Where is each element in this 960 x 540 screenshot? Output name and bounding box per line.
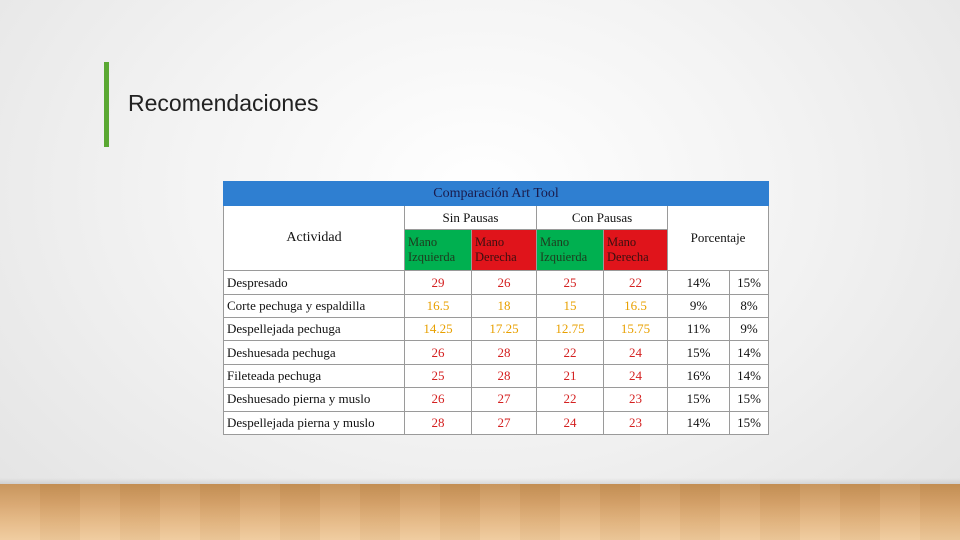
- sin-pausas-left-cell: 14.25: [405, 318, 472, 341]
- sin-pausas-left-cell: 26: [405, 341, 472, 364]
- sin-pausas-right-cell: 17.25: [472, 318, 537, 341]
- sin-pausas-right-cell: 18: [472, 294, 537, 317]
- sp-left-hand-header: Mano Izquierda: [405, 229, 472, 271]
- comparison-table: [223, 181, 769, 435]
- activity-cell: Corte pechuga y espaldilla: [224, 294, 405, 317]
- table-row: [224, 341, 769, 364]
- table-row: [224, 271, 769, 294]
- percentage-right-cell: 15%: [730, 411, 769, 434]
- con-pausas-right-cell: 22: [604, 271, 668, 294]
- title-accent-bar: [104, 62, 109, 147]
- sin-pausas-right-cell: 28: [472, 341, 537, 364]
- sin-pausas-left-cell: 26: [405, 388, 472, 411]
- percentage-right-cell: 14%: [730, 364, 769, 387]
- activity-cell: Despellejada pierna y muslo: [224, 411, 405, 434]
- con-pausas-right-cell: 15.75: [604, 318, 668, 341]
- con-pausas-right-cell: 23: [604, 411, 668, 434]
- slide-title: Recomendaciones: [128, 90, 319, 116]
- wood-floor: [0, 484, 960, 540]
- con-pausas-left-cell: 22: [537, 388, 604, 411]
- activity-cell: Deshuesada pechuga: [224, 341, 405, 364]
- percentage-right-cell: 8%: [730, 294, 769, 317]
- percentage-header: Porcentaje: [668, 206, 769, 271]
- percentage-right-cell: 15%: [730, 271, 769, 294]
- percentage-left-cell: 14%: [668, 411, 730, 434]
- cp-left-hand-header: Mano Izquierda: [537, 229, 604, 271]
- table-title: Comparación Art Tool: [224, 182, 769, 206]
- table-row: [224, 294, 769, 317]
- table-row: [224, 411, 769, 434]
- activity-cell: Fileteada pechuga: [224, 364, 405, 387]
- activity-cell: Deshuesado pierna y muslo: [224, 388, 405, 411]
- con-pausas-left-cell: 21: [537, 364, 604, 387]
- activity-cell: Despellejada pechuga: [224, 318, 405, 341]
- con-pausas-right-cell: 23: [604, 388, 668, 411]
- table-row: [224, 318, 769, 341]
- sin-pausas-header: Sin Pausas: [405, 206, 537, 229]
- table-row: [224, 388, 769, 411]
- con-pausas-left-cell: 15: [537, 294, 604, 317]
- con-pausas-left-cell: 22: [537, 341, 604, 364]
- activity-cell: Despresado: [224, 271, 405, 294]
- con-pausas-right-cell: 16.5: [604, 294, 668, 317]
- sin-pausas-right-cell: 27: [472, 388, 537, 411]
- sin-pausas-right-cell: 27: [472, 411, 537, 434]
- sin-pausas-left-cell: 28: [405, 411, 472, 434]
- cp-right-hand-header: Mano Derecha: [604, 229, 668, 271]
- sp-right-hand-header: Mano Derecha: [472, 229, 537, 271]
- percentage-right-cell: 15%: [730, 388, 769, 411]
- sin-pausas-right-cell: 26: [472, 271, 537, 294]
- sin-pausas-right-cell: 28: [472, 364, 537, 387]
- percentage-left-cell: 15%: [668, 341, 730, 364]
- con-pausas-left-cell: 24: [537, 411, 604, 434]
- percentage-right-cell: 14%: [730, 341, 769, 364]
- con-pausas-left-cell: 12.75: [537, 318, 604, 341]
- sin-pausas-left-cell: 29: [405, 271, 472, 294]
- sin-pausas-left-cell: 25: [405, 364, 472, 387]
- percentage-left-cell: 9%: [668, 294, 730, 317]
- con-pausas-header: Con Pausas: [537, 206, 668, 229]
- table-row: [224, 364, 769, 387]
- con-pausas-right-cell: 24: [604, 341, 668, 364]
- percentage-left-cell: 15%: [668, 388, 730, 411]
- con-pausas-right-cell: 24: [604, 364, 668, 387]
- percentage-left-cell: 11%: [668, 318, 730, 341]
- percentage-left-cell: 16%: [668, 364, 730, 387]
- activity-header: Actividad: [224, 206, 405, 271]
- percentage-right-cell: 9%: [730, 318, 769, 341]
- con-pausas-left-cell: 25: [537, 271, 604, 294]
- sin-pausas-left-cell: 16.5: [405, 294, 472, 317]
- percentage-left-cell: 14%: [668, 271, 730, 294]
